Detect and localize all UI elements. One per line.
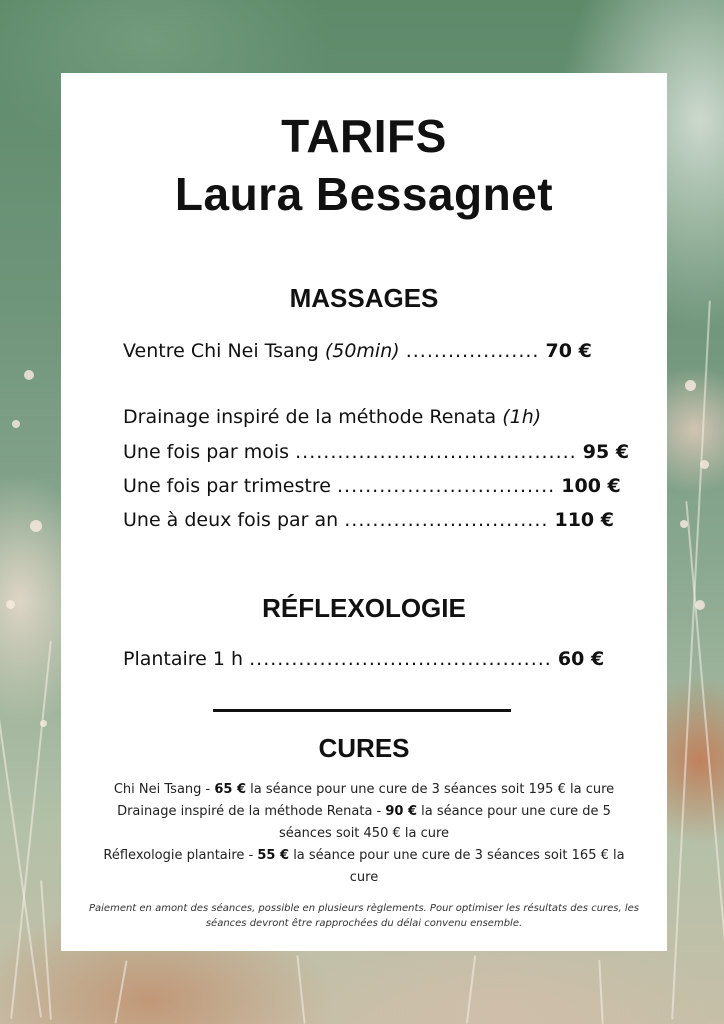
cure-text: Chi Nei Tsang - [113, 782, 215, 797]
drainage-option-label: Une à deux fois par an [123, 509, 339, 531]
drainage-heading-row [123, 404, 541, 430]
payment-note [79, 901, 649, 931]
page-title: TARIFS [281, 110, 447, 162]
cure-line [81, 779, 647, 801]
cure-line [81, 845, 647, 867]
drainage-duration: (1h) [502, 406, 542, 428]
cure-line [81, 823, 647, 845]
payment-note-line: séances devront être rapprochées du délai convenu ensemble. [205, 918, 523, 929]
drainage-row [123, 507, 614, 533]
massage-chi-price: 70 € [545, 340, 592, 362]
payment-note-line: Paiement en amont des séances, possible en plusieurs règlements. Pour optimiser les résultats des cures, les [88, 903, 640, 914]
leader-dots: ............................... [336, 475, 556, 497]
cure-line [81, 801, 647, 823]
practitioner-name: Laura Bessagnet [174, 168, 554, 220]
cure-text: cure [349, 870, 379, 885]
cures-heading: CURES [318, 733, 410, 763]
cure-line [81, 867, 647, 889]
reflexologie-label: Plantaire 1 h [123, 648, 244, 670]
reflexologie-row [123, 646, 604, 672]
drainage-row [123, 473, 621, 499]
massage-chi-row [123, 338, 592, 364]
leader-dots: ................... [405, 340, 540, 362]
cure-text: la séance pour une cure de 5 [417, 804, 611, 819]
leader-dots: ........................................ [295, 441, 577, 463]
drainage-row [123, 439, 629, 465]
drainage-option-price: 110 € [554, 509, 614, 531]
price-card [61, 73, 667, 951]
drainage-option-price: 100 € [561, 475, 621, 497]
section-divider [213, 709, 511, 712]
cure-text: la séance pour une cure de 3 séances soit 195 € la cure [246, 782, 615, 797]
reflexologie-price: 60 € [557, 648, 605, 670]
massage-chi-label: Ventre Chi Nei Tsang [123, 340, 319, 362]
leader-dots: ............................. [344, 509, 549, 531]
cure-price: 65 € [214, 782, 247, 797]
reflexologie-heading: RÉFLEXOLOGIE [262, 593, 466, 623]
cure-price: 55 € [257, 848, 290, 863]
cure-text: séances soit 450 € la cure [278, 826, 450, 841]
massage-chi-duration: (50min) [324, 340, 400, 362]
cure-text: Drainage inspiré de la méthode Renata - [117, 804, 386, 819]
drainage-label: Drainage inspiré de la méthode Renata [123, 406, 497, 428]
cure-price: 90 € [385, 804, 418, 819]
drainage-option-price: 95 € [582, 441, 630, 463]
drainage-option-label: Une fois par trimestre [123, 475, 331, 497]
drainage-option-label: Une fois par mois [123, 441, 290, 463]
cure-text: Réflexologie plantaire - [103, 848, 258, 863]
leader-dots: ........................................... [249, 648, 552, 670]
cure-text: la séance pour une cure de 3 séances soit 165 € la [289, 848, 625, 863]
massages-heading: MASSAGES [289, 283, 439, 313]
